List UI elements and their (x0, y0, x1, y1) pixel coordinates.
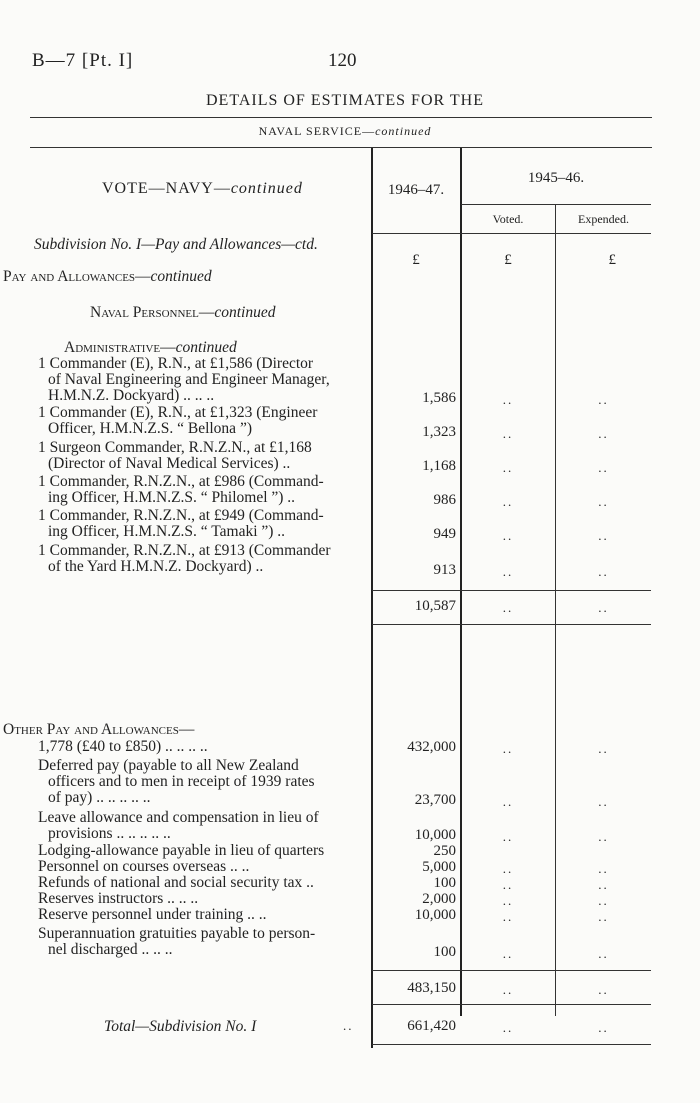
other-voted-6: .. (502, 877, 514, 892)
other-item-9 (38, 926, 315, 958)
other-subtotal-amount: 483,150 (407, 980, 456, 996)
other-expended-1: .. (598, 741, 609, 756)
column-header-rule (372, 233, 651, 234)
admin-expended-5: .. (598, 528, 609, 543)
page-number: 120 (328, 50, 357, 71)
admin-voted-5: .. (502, 528, 514, 543)
other-voted-1: .. (502, 741, 514, 756)
other-item-5 (38, 859, 249, 875)
admin-item-2-line-1: 1 Commander (E), R.N., at £1,323 (Engineer (38, 404, 318, 421)
subtitle-continued: continued (375, 124, 432, 138)
other-item-5-line-1: Personnel on courses overseas .. .. (38, 858, 250, 875)
admin-amount-3: 1,168 (422, 458, 456, 474)
other-subtotal-rule-bottom (372, 1004, 651, 1005)
admin-item-5-line-2: ing Officer, H.M.N.Z.S. “ Tamaki ”) .. (48, 523, 286, 540)
other-amount-3: 10,000 (414, 827, 456, 843)
total-expended: .. (598, 1020, 609, 1035)
admin-amount-4: 986 (433, 492, 456, 508)
admin-expended-3: .. (598, 460, 609, 475)
admin-amount-6: 913 (433, 562, 456, 578)
other-item-4-line-1: Lodging-allowance payable in lieu of quarters (38, 842, 325, 859)
admin-item-6-line-1: 1 Commander, R.N.Z.N., at £913 (Commander (38, 542, 331, 559)
admin-item-3-line-1: 1 Surgeon Commander, R.N.Z.N., at £1,168 (38, 439, 312, 456)
admin-item-6-line-2: of the Yard H.M.N.Z. Dockyard) .. (48, 558, 264, 575)
other-subtotal-voted: .. (502, 982, 514, 997)
admin-voted-4: .. (502, 494, 514, 509)
other-voted-9: .. (502, 946, 514, 961)
admin-subtotal-voted: .. (502, 600, 514, 615)
vote-heading-continued: continued (230, 180, 303, 197)
subtitle-text: NAVAL SERVICE— (258, 124, 376, 138)
other-voted-3: .. (502, 829, 514, 844)
admin-amount-1: 1,586 (422, 390, 456, 406)
admin-subtotal-expended: .. (598, 600, 609, 615)
admin-item-6 (38, 543, 331, 575)
admin-expended-1: .. (598, 392, 609, 407)
pay-allowances-continued: continued (150, 268, 212, 285)
admin-item-1-line-3: H.M.N.Z. Dockyard) .. .. .. (48, 387, 215, 404)
page-subtitle (0, 124, 690, 139)
administrative-text: Administrative— (64, 339, 176, 356)
admin-subtotal-rule-top (372, 590, 651, 591)
admin-item-2 (38, 405, 317, 437)
naval-personnel-text: Naval Personnel— (90, 304, 215, 321)
admin-item-3 (38, 440, 312, 472)
other-item-8-line-1: Reserve personnel under training .. .. (38, 906, 267, 923)
currency-voted: £ (504, 252, 512, 268)
other-item-3 (38, 810, 319, 842)
total-leader: .. (343, 1018, 354, 1033)
header-rule (30, 147, 652, 148)
subdivision-heading: Subdivision No. I—Pay and Allowances—ctd. (34, 236, 318, 253)
pay-allowances-heading (3, 268, 212, 286)
title-rule (30, 117, 652, 118)
other-item-9-line-2: nel discharged .. .. .. (48, 941, 173, 958)
other-amount-1: 432,000 (407, 739, 456, 755)
other-item-7 (38, 891, 198, 907)
currency-current: £ (412, 252, 420, 268)
admin-expended-2: .. (598, 426, 609, 441)
other-item-1 (38, 739, 208, 755)
other-item-2-line-1: Deferred pay (payable to all New Zealand (38, 757, 299, 774)
admin-expended-4: .. (598, 494, 609, 509)
year-previous-rule (461, 204, 651, 205)
other-expended-3: .. (598, 829, 609, 844)
voted-header: Voted. (492, 212, 524, 226)
other-voted-8: .. (502, 909, 514, 924)
other-item-2 (38, 758, 315, 806)
other-item-9-line-1: Superannuation gratuities payable to person- (38, 925, 316, 942)
other-expended-7: .. (598, 893, 609, 908)
other-item-4 (38, 843, 324, 859)
admin-voted-2: .. (502, 426, 514, 441)
document-code: B—7 [Pt. I] (32, 50, 134, 71)
naval-personnel-continued: continued (214, 304, 276, 321)
other-amount-2: 23,700 (414, 792, 456, 808)
other-item-3-line-1: Leave allowance and compensation in lieu of (38, 809, 319, 826)
admin-item-3-line-2: (Director of Naval Medical Services) .. (48, 455, 291, 472)
other-item-1-line-1: 1,778 (£40 to £850) .. .. .. .. (38, 738, 208, 755)
admin-item-2-line-2: Officer, H.M.N.Z.S. “ Bellona ”) (48, 420, 252, 437)
other-voted-2: .. (502, 794, 514, 809)
other-subtotal-rule-top (372, 970, 651, 971)
other-expended-2: .. (598, 794, 609, 809)
total-voted: .. (502, 1020, 514, 1035)
admin-item-1-line-1: 1 Commander (E), R.N., at £1,586 (Director (38, 355, 314, 372)
other-expended-8: .. (598, 909, 609, 924)
other-item-6 (38, 875, 314, 891)
admin-subtotal-amount: 10,587 (414, 598, 456, 614)
other-item-6-line-1: Refunds of national and social security tax .. (38, 874, 314, 891)
other-amount-5: 5,000 (422, 859, 456, 875)
year-current-header: 1946–47. (387, 182, 445, 198)
total-rule (372, 1044, 651, 1045)
year-previous-header: 1945–46. (527, 170, 585, 186)
page-title: DETAILS OF ESTIMATES FOR THE (206, 92, 484, 109)
other-voted-5: .. (502, 861, 514, 876)
naval-personnel-heading (90, 304, 275, 322)
currency-expended: £ (608, 252, 616, 268)
admin-item-4-line-1: 1 Commander, R.N.Z.N., at £986 (Command- (38, 473, 324, 490)
admin-item-1-line-2: of Naval Engineering and Engineer Manager, (48, 371, 330, 388)
total-label: Total—Subdivision No. I (104, 1018, 257, 1035)
admin-item-5 (38, 508, 324, 540)
other-amount-4: 250 (433, 843, 456, 859)
other-expended-5: .. (598, 861, 609, 876)
other-amount-8: 10,000 (414, 907, 456, 923)
other-expended-9: .. (598, 946, 609, 961)
total-amount: 661,420 (407, 1018, 456, 1034)
other-subtotal-expended: .. (598, 982, 609, 997)
expended-header: Expended. (578, 212, 629, 226)
admin-expended-6: .. (598, 564, 609, 579)
other-item-7-line-1: Reserves instructors .. .. .. (38, 890, 199, 907)
other-item-2-line-3: of pay) .. .. .. .. .. (48, 789, 151, 806)
admin-item-1 (38, 356, 330, 404)
admin-item-5-line-1: 1 Commander, R.N.Z.N., at £949 (Command- (38, 507, 324, 524)
admin-voted-1: .. (502, 392, 514, 407)
other-item-2-line-2: officers and to men in receipt of 1939 rates (48, 773, 315, 790)
other-amount-6: 100 (433, 875, 456, 891)
vote-heading-text: VOTE—NAVY— (102, 180, 231, 197)
admin-item-4-line-2: ing Officer, H.M.N.Z.S. “ Philomel ”) .. (48, 489, 296, 506)
pay-allowances-text: Pay and Allowances— (3, 268, 151, 285)
admin-voted-3: .. (502, 460, 514, 475)
other-amount-7: 2,000 (422, 891, 456, 907)
other-pay-heading: Other Pay and Allowances— (3, 721, 195, 738)
admin-voted-6: .. (502, 564, 514, 579)
other-item-3-line-2: provisions .. .. .. .. .. (48, 825, 171, 842)
other-voted-7: .. (502, 893, 514, 908)
admin-amount-5: 949 (433, 526, 456, 542)
administrative-continued: continued (175, 339, 237, 356)
admin-item-4 (38, 474, 324, 506)
other-amount-9: 100 (433, 944, 456, 960)
admin-amount-2: 1,323 (422, 424, 456, 440)
other-item-8 (38, 907, 267, 923)
other-expended-6: .. (598, 877, 609, 892)
admin-subtotal-rule-bottom (372, 624, 651, 625)
vote-heading (102, 180, 303, 198)
